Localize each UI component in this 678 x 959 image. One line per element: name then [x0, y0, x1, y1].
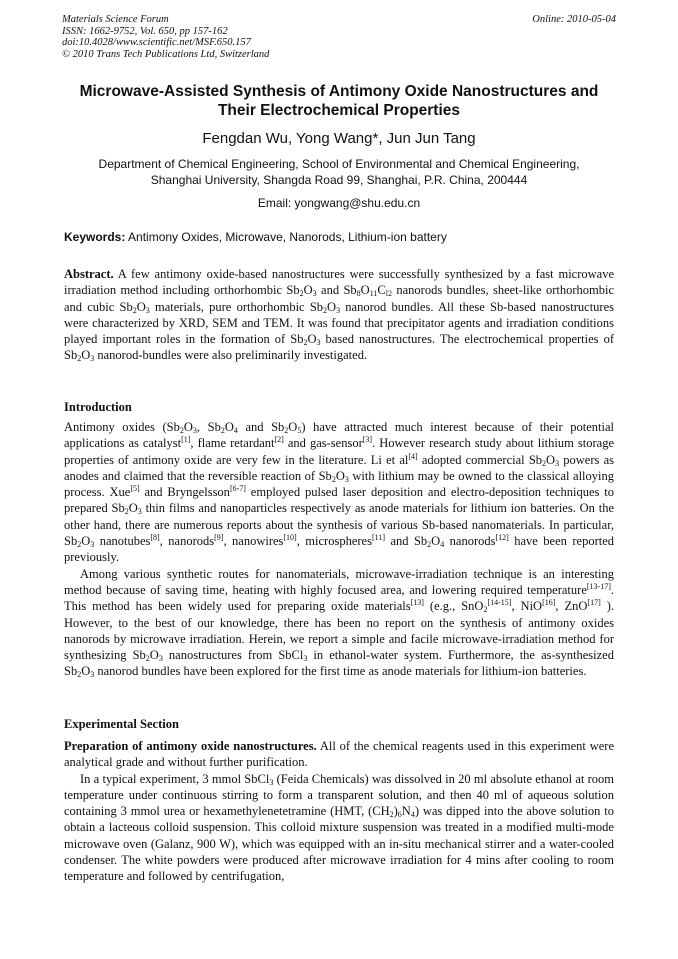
affiliation-line-2: Shanghai University, Shangda Road 99, Shanghai, P.R. China, 200444	[150, 173, 528, 187]
abstract-label: Abstract.	[64, 267, 114, 281]
journal-name: Materials Science Forum	[62, 14, 169, 25]
online-date: Online: 2010-05-04	[532, 14, 616, 25]
affiliation-line-1: Department of Chemical Engineering, School of Environmental and Chemical Engineering,	[98, 157, 580, 171]
experimental-heading: Experimental Section	[64, 717, 179, 731]
keywords-label: Keywords:	[64, 230, 126, 244]
journal-copyright: © 2010 Trans Tech Publications Ltd, Switzerland	[62, 48, 270, 60]
author-list: Fengdan Wu, Yong Wang*, Jun Jun Tang	[202, 130, 476, 147]
title-line-2: Their Electrochemical Properties	[217, 102, 461, 119]
abstract: Abstract. A few antimony oxide-based nanostructures were successfully synthesized by a fast microwave irradiation method including orthorhombic $Sb_2O_3$ and $Sb_8O_{11}C_{l2}$ nanorods bundles, sheet-like orthorhombic and cubic $Sb_2O_3$ materials, pure orthorhombic $Sb_2O_3$ nanorod bundles. All these Sb-based nanostructures were characterized by XRD, SEM and TEM. It was found that precipitator agents and irradiation conditions played important roles in the formation of $Sb_2O_3$ based nanostructures. The electrochemical properties of $Sb_2O_3$ nanorod-bundles were also preliminarily investigated.	[64, 267, 614, 364]
keywords-text: Antimony Oxides, Microwave, Nanorods, Lithium-ion battery	[128, 230, 447, 244]
journal-header	[62, 14, 269, 60]
keywords	[64, 230, 447, 244]
journal-doi: doi:10.4028/www.scientific.net/MSF.650.157	[62, 37, 251, 48]
paper-title	[40, 82, 638, 120]
journal-issn: ISSN: 1662-9752, Vol. 650, pp 157-162	[62, 25, 228, 37]
affiliation	[40, 156, 638, 188]
title-line-1: Microwave-Assisted Synthesis of Antimony Oxide Nanostructures and	[79, 83, 599, 100]
introduction-body: Antimony oxides ($Sb_2O_3$, $Sb_2O_4$ and $Sb_2O_5$) have attracted much interest because of their potential applications as catalyst[1], flame retardant[2] and gas-sensor[3]. However research study about lithium storage properties of antimony oxide are very few in the literature. Li et al[4] adopted commercial $Sb_2O_3$ powers as anodes and claimed that the reversible reaction of $Sb_2O_3$ with lithium may be owned to the classical alloying process. Xue[5] and Bryngelsson[6-7] employed pulsed laser deposition and electro-deposition techniques to prepared $Sb_2O_3$ thin films and nanoparticles respectively as anode materials for lithium ion batteries. On the other hand, there are numerous reports about the synthesis of various Sb-based nanomaterials. In particular, $Sb_2O_3$ nanotubes[8], nanorods[9], nanowires[10], microspheres[11] and $Sb_2O_4$ nanorods[12] have been reported previously. Among various synthetic routes for nanomaterials, microwave-irradiation technique is an interesting method because of saving time, heating with highly focused area, and lowering required temperature[13-17]. This method has been widely used for preparing oxide materials[13] (e.g., SnO$_2$[14-15], NiO[16], ZnO[17] ). However, to the best of our knowledge, there has been no report on the synthesis of antimony oxides nanorods by microwave irradiation. Herein, we report a simple and facile microwave-irradiation method for synthesizing $Sb_2O_3$ nanostructures from SbCl$_3$ in ethanol-water system. Furthermore, the as-synthesized $Sb_2O_3$ nanorod bundles have been explored for the first time as anode materials for lithium-ion batteries.	[64, 420, 615, 680]
introduction-heading: Introduction	[64, 400, 132, 414]
prep-label: Preparation of antimony oxide nanostructures.	[64, 739, 317, 753]
contact-email: Email: yongwang@shu.edu.cn	[257, 196, 421, 210]
experimental-body: Preparation of antimony oxide nanostructures. All of the chemical reagents used in this experiment were analytical grade and without further purification. In a typical experiment, 3 mmol SbCl$_3$ (Feida Chemicals) was dissolved in 20 ml absolute ethanol at room temperature under continuous stirring to form a transparent solution, and then 40 ml of aqueous solution containing 3 mmol urea or hexamethylenetetramine (HMT, $(CH_2)_6N_4$) was dipped into the above solution to obtain a lacteous colloid suspension. This colloid mixture suspension was treated in a modified multi-mode microwave oven (Galanz, 900 W), which was equipped with an in-situ mechanical stirrer and a water-cooled condenser. The white powders were produced after microwave irradiation for 4 mins after cooling to room temperature and followed by centrifugation,	[64, 739, 615, 884]
